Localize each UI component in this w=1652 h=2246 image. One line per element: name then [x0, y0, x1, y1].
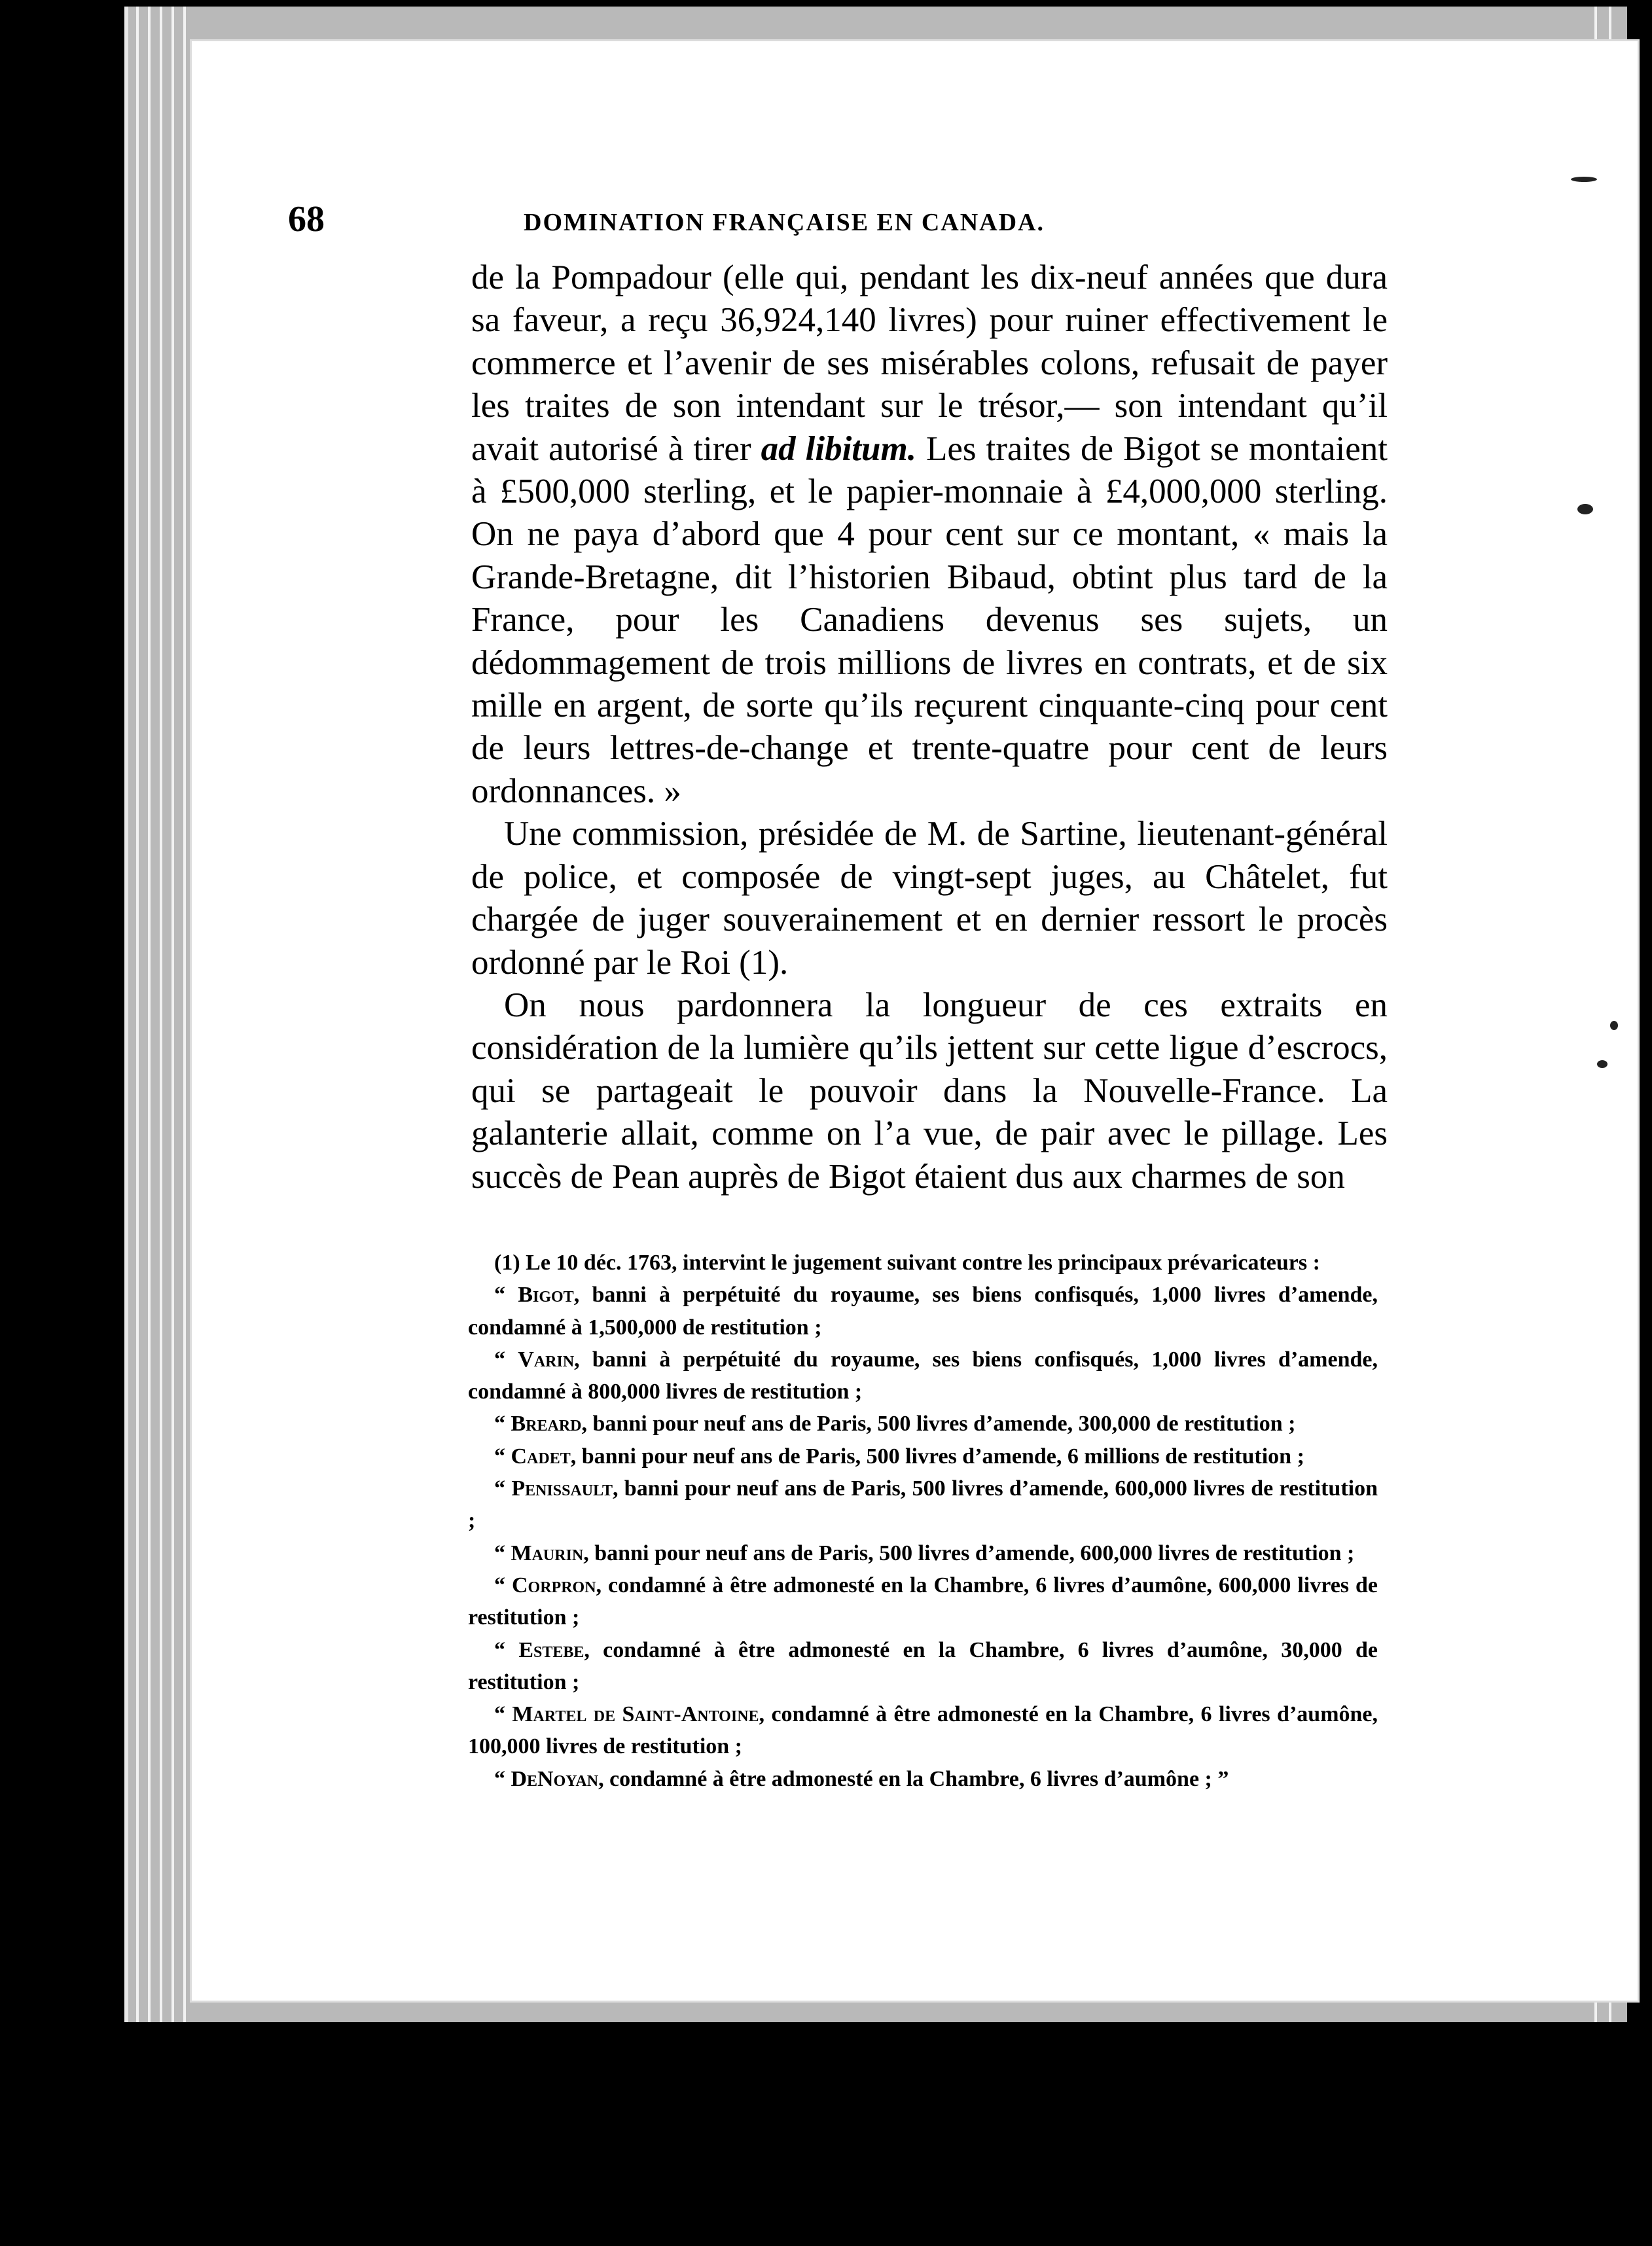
- footnote-item: “ Penissault, banni pour neuf ans de Paris, 500 livres d’amende, 600,000 livres de restitution ;: [468, 1476, 1378, 1533]
- footnote-item: “ Breard, banni pour neuf ans de Paris, 500 livres d’amende, 300,000 de restitution ;: [494, 1412, 1296, 1436]
- paragraph-1: de la Pompadour (elle qui, pendant les dix-neuf années que dura sa faveur, a reçu 36,924,140 livres) pour ruiner effectivement le commerce et l’avenir de ses misérables colons, refusait de payer les traites de son intendant sur le trésor,— son intendant qu’il avait autorisé à tirer ad libitum. Les traites de Bigot se montaient à £500,000 sterling, et le papier-monnaie à £4,000,000 sterling. On ne paya d’abord que 4 pour cent sur ce montant, « mais la Grande-Bretagne, dit l’historien Bibaud, obtint plus tard de la France, pour les Canadiens devenus ses sujets, un dédommagement de trois millions de livres en contrats, et de six mille en argent, de sorte qu’ils reçurent cinquante-cinq pour cent de leurs lettres-de-change et trente-quatre pour cent de leurs ordonnances. »: [471, 258, 1388, 810]
- footnote-intro: (1) Le 10 déc. 1763, intervint le jugement suivant contre les principaux prévaricateurs :: [494, 1251, 1320, 1275]
- footnote-item: “ Martel de Saint-Antoine, condamné à être admonesté en la Chambre, 6 livres d’aumône, 100,000 livres de restitution ;: [468, 1702, 1378, 1759]
- scan-mark: [1577, 504, 1593, 514]
- footnote-item: “ DeNoyan, condamné à être admonesté en la Chambre, 6 livres d’aumône ; ”: [494, 1766, 1229, 1791]
- scan-mark: [1597, 1060, 1607, 1068]
- footnote-item: “ Maurin, banni pour neuf ans de Paris, 500 livres d’amende, 600,000 livres de restitution ;: [494, 1541, 1355, 1565]
- footnote-item: “ Varin, banni à perpétuité du royaume, ses biens confisqués, 1,000 livres d’amende, condamné à 800,000 livres de restitution ;: [468, 1347, 1378, 1404]
- page-edge-line: [160, 7, 162, 2022]
- paragraph-2: Une commission, présidée de M. de Sartine, lieutenant-général de police, et composée de vingt-sept juges, au Châtelet, fut chargée de juger souverainement et en dernier ressort le procès ordonné par le Roi (1).: [471, 815, 1388, 982]
- page-edge-line: [136, 7, 139, 2022]
- latin-phrase: ad libitum.: [761, 429, 916, 468]
- footnote-item: “ Bigot, banni à perpétuité du royaume, ses biens confisqués, 1,000 livres d’amende, condamné à 1,500,000 de restitution ;: [468, 1283, 1378, 1340]
- running-title: DOMINATION FRANÇAISE EN CANADA.: [524, 209, 1045, 236]
- paragraph-3: On nous pardonnera la longueur de ces extraits en considération de la lumière qu’ils jettent sur cette ligue d’escrocs, qui se partageait le pouvoir dans la Nouvelle-France. La galanterie allait, comme on l’a vue, de pair avec le pillage. Les succès de Pean auprès de Bigot étaient dus aux charmes de son: [471, 986, 1388, 1196]
- footnote-item: “ Corpron, condamné à être admonesté en la Chambre, 6 livres d’aumône, 600,000 livres de restitution ;: [468, 1573, 1378, 1630]
- scan-mark: [1610, 1021, 1618, 1030]
- footnote-item: “ Estebe, condamné à être admonesté en la Chambre, 6 livres d’aumône, 30,000 de restitution ;: [468, 1637, 1378, 1694]
- scan-mark: [1571, 177, 1597, 182]
- footnote-item: “ Cadet, banni pour neuf ans de Paris, 500 livres d’amende, 6 millions de restitution ;: [494, 1444, 1304, 1469]
- footnotes: [468, 1247, 1378, 1795]
- page-edge-line: [183, 7, 186, 2022]
- page-number: 68: [288, 199, 325, 240]
- body-text: [471, 257, 1388, 1198]
- page-edge-line: [148, 7, 151, 2022]
- page-header: [288, 196, 1388, 242]
- page-edge-line: [171, 7, 174, 2022]
